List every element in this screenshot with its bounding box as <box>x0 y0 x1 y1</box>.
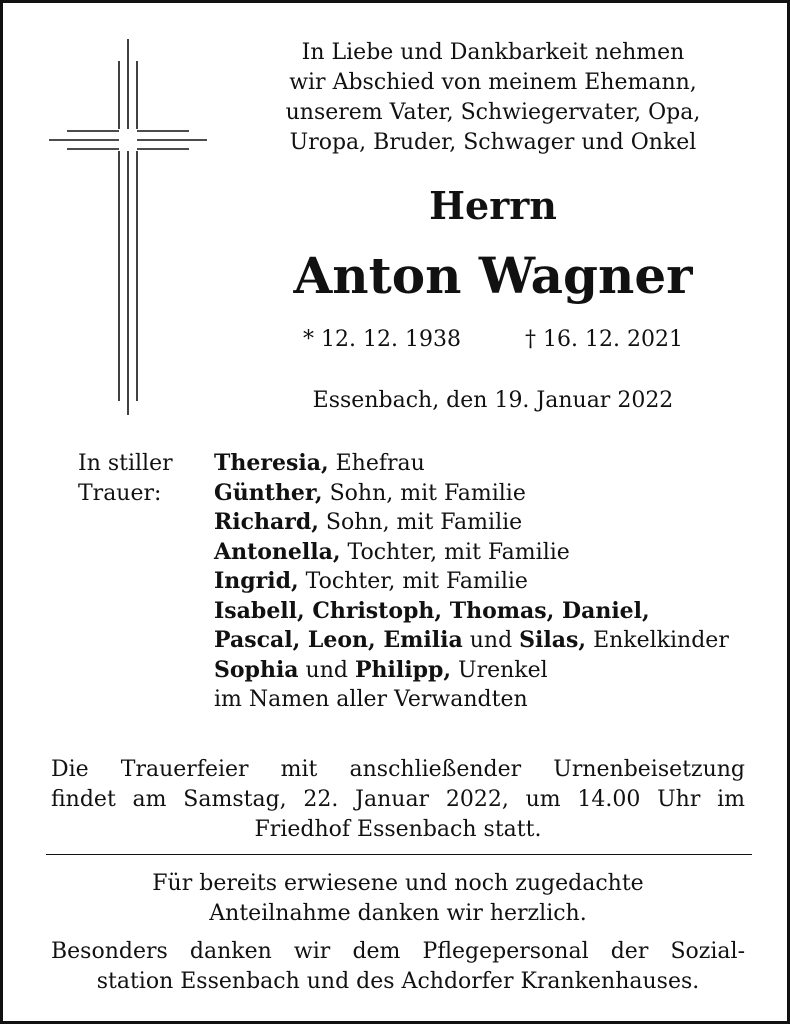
grandchildren-names: Pascal, Leon, Emilia <box>214 627 463 653</box>
mourner-name: Antonella, <box>214 538 341 565</box>
mourner-role: Urenkel <box>451 657 548 683</box>
grandchild-name: Silas, <box>519 627 587 653</box>
mourner-role: Enkelkinder <box>586 628 729 653</box>
mourners-list <box>214 449 774 715</box>
conjunction: und <box>298 657 355 683</box>
grandchildren-line <box>214 626 774 656</box>
thanks-text <box>51 869 745 929</box>
ceremony-line: Friedhof Essenbach statt. <box>254 817 542 842</box>
grandchildren-line <box>214 597 774 627</box>
special-thanks-line: Besonders danken wir dem Pflegepersonal der Sozial- <box>51 939 745 964</box>
mourning-label <box>78 449 208 509</box>
intro-line: wir Abschied von meinem Ehemann, <box>289 70 697 95</box>
mourner-line <box>214 567 774 597</box>
grandchildren-names: Isabell, Christoph, Thomas, Daniel, <box>214 597 650 624</box>
intro-text <box>235 38 751 158</box>
mourner-name: Richard, <box>214 509 319 535</box>
ceremony-line: Die Trauerfeier mit anschließender Urnenbeisetzung <box>51 757 745 782</box>
ceremony-line: findet am Samstag, 22. Januar 2022, um 14.00 Uhr im <box>51 787 745 812</box>
special-thanks <box>51 937 745 997</box>
birth-date: * 12. 12. 1938 <box>303 327 461 352</box>
death-date: † 16. 12. 2021 <box>525 327 683 352</box>
divider <box>46 854 752 855</box>
relatives-line: im Namen aller Verwandten <box>214 687 528 712</box>
mourner-role: Sohn, mit Familie <box>318 510 523 535</box>
mourner-name: Theresia, <box>214 450 329 476</box>
intro-line: In Liebe und Dankbarkeit nehmen <box>301 40 685 65</box>
great-grandchildren-line <box>214 656 774 686</box>
cross-icon <box>49 39 207 415</box>
intro-line: unserem Vater, Schwiegervater, Opa, <box>285 100 701 125</box>
place-and-date: Essenbach, den 19. Januar 2022 <box>312 388 674 413</box>
conjunction: und <box>462 628 520 653</box>
mourning-label-line: Trauer: <box>78 481 162 506</box>
mourner-line <box>214 449 774 479</box>
mourner-line <box>214 508 774 538</box>
mourner-line <box>214 538 774 568</box>
thanks-line: Für bereits erwiesene und noch zugedachte <box>152 871 644 896</box>
mourner-name: Günther, <box>214 479 323 506</box>
deceased-name: Anton Wagner <box>293 246 693 305</box>
intro-line: Uropa, Bruder, Schwager und Onkel <box>289 130 697 155</box>
mourner-role: Sohn, mit Familie <box>322 480 526 506</box>
mourning-label-line: In stiller <box>78 451 173 476</box>
mourner-name: Ingrid, <box>214 568 299 594</box>
thanks-line: Anteilnahme danken wir herzlich. <box>209 901 587 926</box>
great-grandchild-name: Sophia <box>214 656 299 683</box>
life-dates <box>235 325 751 355</box>
salutation: Herrn <box>429 183 557 228</box>
ceremony-info <box>51 755 745 845</box>
mourner-role: Tochter, mit Familie <box>340 539 570 565</box>
great-grandchild-name: Philipp, <box>354 656 452 683</box>
special-thanks-line: station Essenbach und des Achdorfer Krankenhauses. <box>96 969 700 994</box>
mourner-role: Tochter, mit Familie <box>298 569 528 594</box>
mourner-line <box>214 479 774 509</box>
mourner-role: Ehefrau <box>328 451 425 476</box>
